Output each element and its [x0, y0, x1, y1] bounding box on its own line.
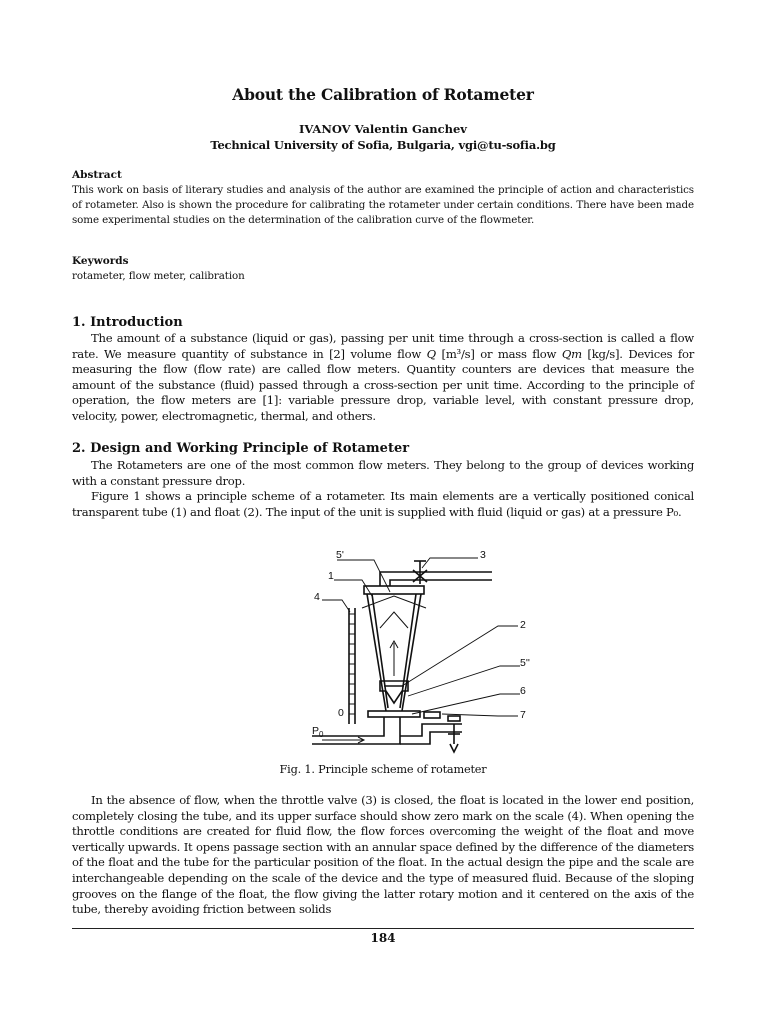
paper-title: About the Calibration of Rotameter	[232, 85, 534, 104]
label-1: 1	[328, 570, 334, 582]
author-affiliation: Technical University of Sofia, Bulgaria, vgi@tu-sofia.bg	[210, 138, 556, 152]
intro-text-part-2: [m³/s] or mass flow	[435, 346, 562, 361]
label-5-double-prime: 5''	[520, 657, 530, 669]
symbol-qm: Qm	[561, 346, 582, 361]
paper-page	[72, 0, 694, 1024]
label-3: 3	[480, 549, 486, 561]
abstract-text: This work on basis of literary studies and analysis of the author are examined the principle of action and characteristics of rotameter. Also is shown the procedure for calibrating the rotameter under certain conditions. There have been made some experimental studies on the determination of the calibration curve of the flowmeter.	[72, 184, 694, 226]
label-7: 7	[520, 709, 526, 721]
label-zero: 0	[338, 707, 344, 719]
continuation-paragraph	[72, 793, 694, 918]
label-p0	[312, 725, 324, 739]
design-paragraphs	[72, 458, 694, 520]
label-2: 2	[520, 619, 526, 631]
continuation-paragraph-1: In the absence of flow, when the throttle valve (3) is closed, the float is located in the lower end position, completely closing the tube, and its upper surface should show zero mark on the scale (4). When opening the throttle conditions are created for fluid flow, the flow forces overcoming the weight of the float and move vertically upwards. It opens passage section with an annular space defined by the difference of the diameters of the float and the tube for the particular position of the float. In the actual design the pipe and the scale are interchangeable depending on the scale of the device and the type of measured fluid. Because of the sloping grooves on the flange of the float, the flow giving the latter rotary motion and it centered on the axis of the tube, thereby avoiding friction between solids	[72, 793, 694, 917]
symbol-q: Q	[426, 346, 436, 361]
figure-caption: Fig. 1. Principle scheme of rotameter	[279, 763, 487, 776]
section-heading-introduction: 1. Introduction	[72, 315, 183, 330]
page-number: 184	[370, 931, 396, 945]
footer-rule	[72, 928, 694, 929]
intro-text-part-3: [kg/s]. Devices for measuring the flow (flow rate) are called flow meters. Quantity counters are devices that measure the amount of the substance (fluid) passed through a cross-section per unit time. According to the principle of operation, the flow meters are [1]: variable pressure drop, variable level, with constant pressure drop, velocity, power, electromagnetic, thermal, and others.	[72, 346, 694, 423]
keywords-heading: Keywords	[72, 255, 129, 267]
label-6: 6	[520, 685, 526, 697]
design-paragraph-2: Figure 1 shows a principle scheme of a rotameter. Its main elements are a vertically positioned conical transparent tube (1) and float (2). The input of the unit is supplied with fluid (liquid or gas) at a pressure P₀.	[72, 489, 694, 519]
abstract-heading: Abstract	[72, 169, 122, 181]
rotameter-scheme-figure	[302, 548, 552, 758]
design-paragraph-1: The Rotameters are one of the most common flow meters. They belong to the group of devices working with a constant pressure drop.	[72, 458, 694, 488]
introduction-paragraph	[72, 331, 694, 425]
label-p0-subscript: 0	[319, 730, 324, 739]
section-heading-design: 2. Design and Working Principle of Rotameter	[72, 441, 410, 456]
label-5-prime: 5'	[336, 549, 344, 561]
keywords-text: rotameter, flow meter, calibration	[72, 270, 245, 282]
intro-text-part-1: The amount of a substance (liquid or gas), passing per unit time through a cross-section is called a flow rate. We measure quantity of substance in [2] volume flow	[72, 331, 694, 361]
label-4: 4	[314, 591, 320, 603]
label-p0-letter: P	[312, 725, 320, 737]
author-name: IVANOV Valentin Ganchev	[299, 122, 467, 136]
